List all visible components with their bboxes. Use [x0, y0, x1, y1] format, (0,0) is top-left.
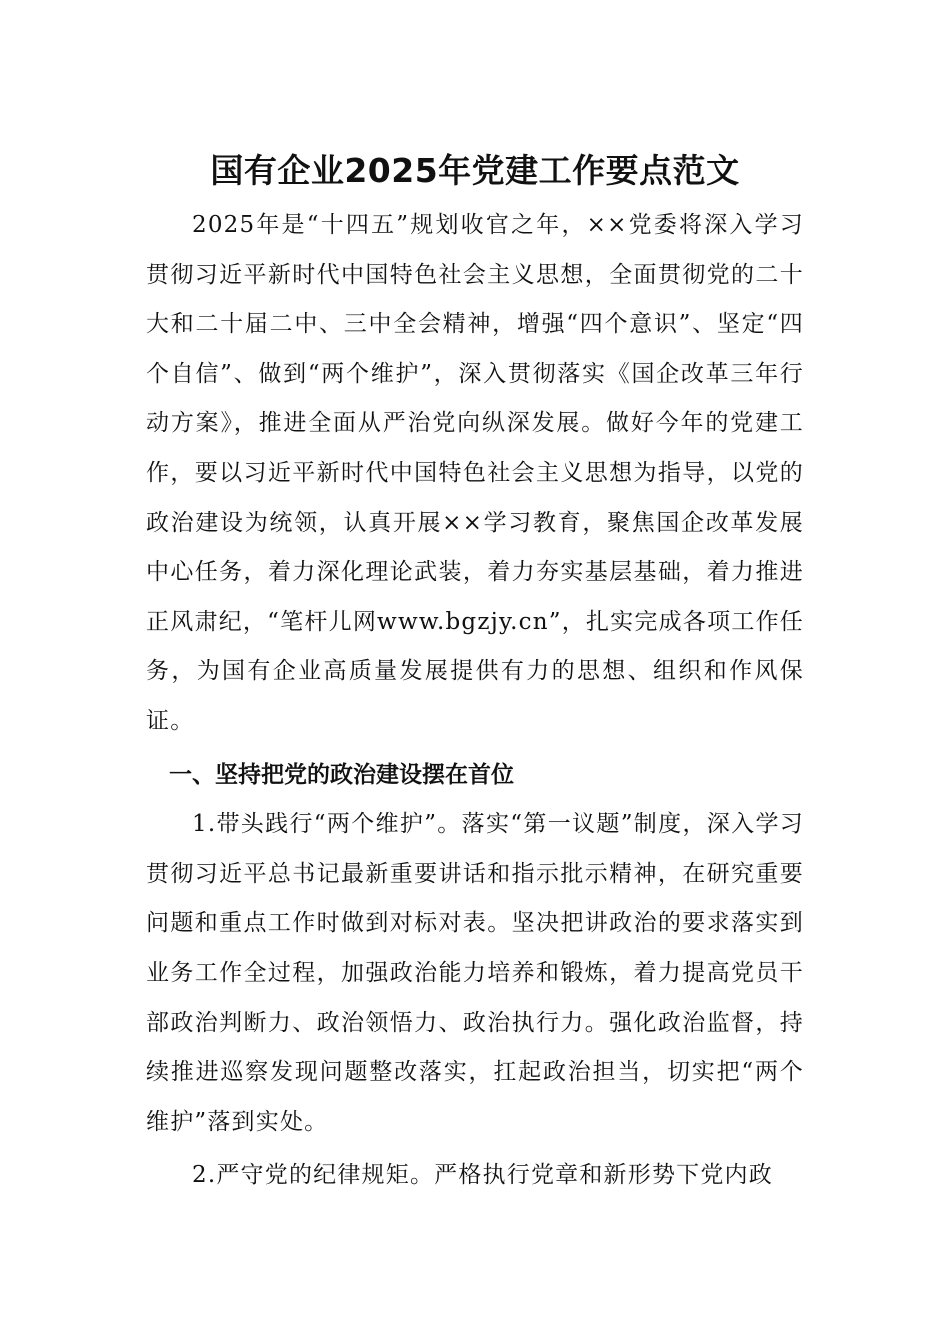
document-title: 国有企业2025年党建工作要点范文 [210, 151, 740, 190]
item-paragraph-1: 1.带头践行“两个维护”。落实“第一议题”制度，深入学习贯彻习近平总书记最新重要讲话和指示批示精神，在研究重要问题和重点工作时做到对标对表。坚决把讲政治的要求落实到业务工作全过程，加强政治能力培养和锻炼，着力提高党员干部政治判断力、政治领悟力、政治执行力。强化政治监督，持续推进巡察发现问题整改落实，扛起政治担当，切实把“两个维护”落到实处。 [146, 811, 804, 1135]
item-paragraph-2: 2.严守党的纪律规矩。严格执行党章和新形势下党内政 [192, 1162, 773, 1189]
document-page [146, 146, 804, 1201]
intro-paragraph: 2025年是“十四五”规划收官之年，××党委将深入学习贯彻习近平新时代中国特色社会主义思想，全面贯彻党的二十大和二十届二中、三中全会精神，增强“四个意识”、坚定“四个自信”、做到“两个维护”，深入贯彻落实《国企改革三年行动方案》，推进全面从严治党向纵深发展。做好今年的党建工作，要以习近平新时代中国特色社会主义思想为指导，以党的政治建设为统领，认真开展××学习教育，聚焦国企改革发展中心任务，着力深化理论武装，着力夯实基层基础，着力推进正风肃纪，“笔杆儿网www.bgzjy.cn”，扎实完成各项工作任务，为国有企业高质量发展提供有力的思想、组织和作风保证。 [146, 212, 804, 734]
section-heading-1: 一、坚持把党的政治建设摆在首位 [169, 761, 514, 788]
